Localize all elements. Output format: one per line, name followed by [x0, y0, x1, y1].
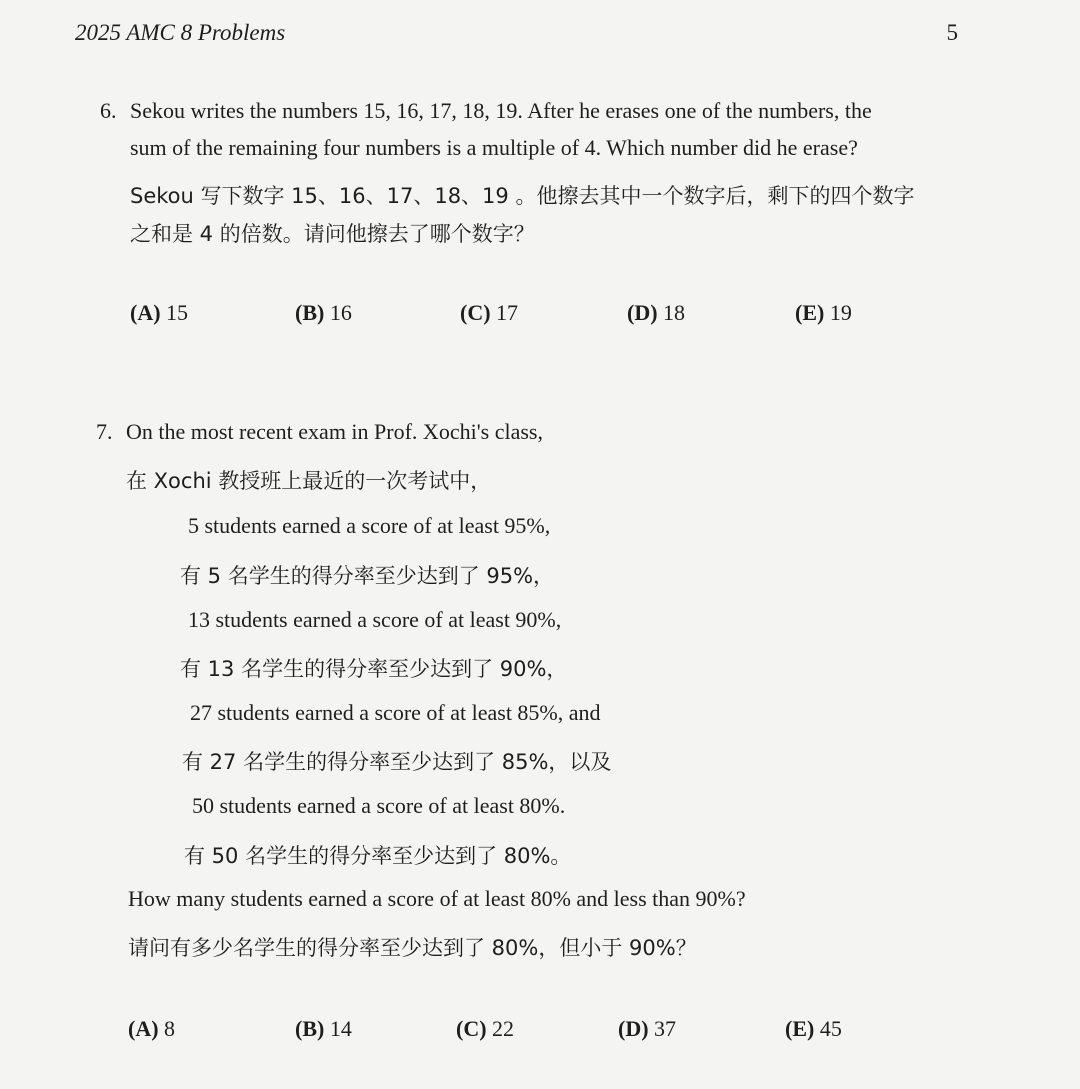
choice-value: 14: [329, 1016, 352, 1041]
problem-6-number: 6.: [100, 98, 117, 123]
problem-7-en-intro: On the most recent exam in Prof. Xochi's class,: [126, 419, 543, 444]
choice-e[interactable]: [795, 300, 852, 326]
choice-e[interactable]: [785, 1016, 842, 1042]
problem-7-item-3-zh: 有 27 名学生的得分率至少达到了 85%，以及: [182, 750, 612, 774]
choice-letter: (C): [460, 300, 491, 325]
choice-value: 16: [329, 300, 352, 325]
choice-letter: (E): [795, 300, 825, 325]
problem-7-item-2-en: 13 students earned a score of at least 90%,: [188, 607, 562, 632]
choice-value: 22: [492, 1016, 515, 1041]
choice-letter: (D): [618, 1016, 649, 1041]
problem-7-en-question: How many students earned a score of at least 80% and less than 90%?: [128, 886, 746, 911]
choice-value: 15: [166, 300, 189, 325]
choice-a[interactable]: [128, 1016, 175, 1042]
problem-6-zh-line-2: 之和是 4 的倍数。请问他擦去了哪个数字？: [130, 222, 535, 246]
choice-letter: (C): [456, 1016, 487, 1041]
problem-6-en-line-1: Sekou writes the numbers 15, 16, 17, 18, 19. After he erases one of the numbers, the: [130, 98, 872, 123]
choice-b[interactable]: [295, 1016, 352, 1042]
problem-7-item-1-zh: 有 5 名学生的得分率至少达到了 95%，: [180, 564, 555, 588]
choice-letter: (B): [295, 300, 325, 325]
choice-value: 18: [663, 300, 686, 325]
choice-a[interactable]: [130, 300, 188, 326]
choice-letter: (A): [130, 300, 161, 325]
header-title: 2025 AMC 8 Problems: [75, 20, 286, 45]
problem-6-en-line-2: sum of the remaining four numbers is a multiple of 4. Which number did he erase?: [130, 135, 858, 160]
choice-value: 17: [496, 300, 519, 325]
page-number: 5: [946, 20, 958, 45]
problem-7-item-3-en: 27 students earned a score of at least 85%, and: [190, 700, 601, 725]
choice-c[interactable]: [460, 300, 518, 326]
problem-6-zh-line-1: Sekou 写下数字 15、16、17、18、19 。他擦去其中一个数字后，剩下的四个数字: [130, 184, 915, 208]
problem-7-number: 7.: [96, 419, 113, 444]
choice-value: 37: [654, 1016, 677, 1041]
choice-c[interactable]: [456, 1016, 514, 1042]
problem-7-zh-question: 请问有多少名学生的得分率至少达到了 80%，但小于 90%？: [128, 936, 697, 960]
choice-d[interactable]: [627, 300, 685, 326]
problem-7-item-4-zh: 有 50 名学生的得分率至少达到了 80%。: [184, 844, 572, 868]
choice-b[interactable]: [295, 300, 352, 326]
problem-7-item-1-en: 5 students earned a score of at least 95%,: [188, 513, 551, 538]
problem-7-item-4-en: 50 students earned a score of at least 80%.: [192, 793, 566, 818]
choice-letter: (E): [785, 1016, 815, 1041]
choice-letter: (B): [295, 1016, 325, 1041]
choice-letter: (D): [627, 300, 658, 325]
choice-letter: (A): [128, 1016, 159, 1041]
choice-d[interactable]: [618, 1016, 676, 1042]
choice-value: 8: [164, 1016, 176, 1041]
problem-7-zh-intro: 在 Xochi 教授班上最近的一次考试中，: [126, 469, 492, 493]
choice-value: 45: [819, 1016, 842, 1041]
choice-value: 19: [829, 300, 852, 325]
problem-7-item-2-zh: 有 13 名学生的得分率至少达到了 90%，: [180, 657, 568, 681]
